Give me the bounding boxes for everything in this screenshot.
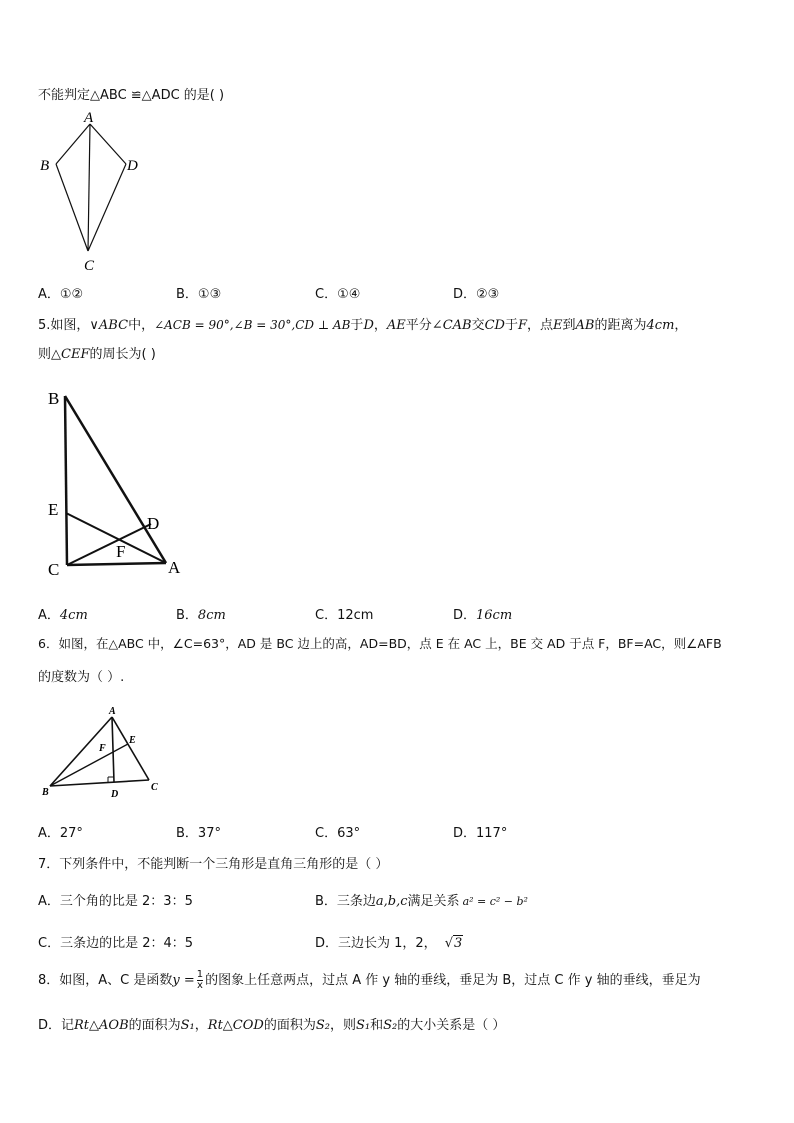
q6-line1: 6．如图，在△ABC 中，∠C=63°，AD 是 BC 边上的高，AD=BD，点 E 在 AC 上，BE 交 AD 于点 F，BF=AC，则∠AFB — [38, 636, 722, 651]
kite-figure — [30, 108, 150, 278]
q4-option-c: C．①④ — [315, 287, 361, 302]
altitude-triangle-figure — [36, 700, 176, 805]
tri6-label-e: E — [129, 735, 136, 746]
fraction-1-over-x: $\frac{1}{x}$ — [196, 969, 204, 991]
q6-line2: 的度数为（ ）. — [38, 670, 125, 685]
q7-option-a: A．三个角的比是 2：3：5 — [38, 894, 193, 909]
q5-option-d: D．16cm — [453, 608, 513, 623]
tri6-label-f: F — [99, 743, 106, 754]
q7-stem: 7．下列条件中，不能判断一个三角形是直角三角形的是（ ） — [38, 857, 389, 872]
tri5-label-a: A — [168, 558, 181, 577]
q5-option-a: A．4cm — [38, 608, 88, 623]
tri6-label-a: A — [109, 706, 116, 717]
q8-line1: 8．如图，A、C 是函数y = $\frac{1}{x}$ 的图象上任意两点，过点 A 作 y 轴的垂线，垂足为 B，过点 C 作 y 轴的垂线，垂足为 — [38, 969, 701, 991]
q8-line2: D．记Rt△AOB的面积为S₁，Rt△COD的面积为S₂，则S₁和S₂的大小关系是（ ） — [38, 1018, 506, 1033]
q5-option-b: B．8cm — [176, 608, 226, 623]
kite-label-c: C — [84, 258, 95, 274]
kite-label-b: B — [40, 158, 50, 174]
q5-option-c: C．12cm — [315, 608, 374, 623]
tri5-label-f: F — [116, 542, 126, 561]
q7-option-c: C．三条边的比是 2：4：5 — [38, 936, 194, 951]
tri5-label-e: E — [48, 500, 59, 519]
tri5-label-c: C — [48, 560, 60, 579]
q4-option-d: D．②③ — [453, 287, 500, 302]
q6-option-b: B．37° — [176, 826, 221, 841]
right-triangle-figure — [40, 382, 210, 582]
tri5-label-d: D — [147, 514, 160, 533]
kite-label-d: D — [127, 158, 138, 174]
q4-stem: 不能判定△ABC ≌△ADC 的是( ) — [38, 88, 225, 103]
q4-option-a: A．①② — [38, 287, 84, 302]
q5-line2: 则△CEF的周长为( ) — [38, 347, 156, 362]
q6-option-d: D．117° — [453, 826, 508, 841]
tri5-label-b: B — [48, 389, 60, 408]
tri6-label-c: C — [151, 782, 158, 793]
tri6-label-d: D — [111, 789, 119, 800]
kite-label-a: A — [84, 110, 94, 126]
q6-option-c: C．63° — [315, 826, 361, 841]
q5-line1: 5.如图，∨ABC中，∠ACB = 90°,∠B = 30°,CD ⊥ AB于D，AE平分∠CAB交CD于F，点E到AB的距离为4cm， — [38, 318, 688, 333]
q6-option-a: A．27° — [38, 826, 83, 841]
q7-option-d: D．三边长为 1，2， √3 — [315, 936, 463, 951]
q4-option-b: B．①③ — [176, 287, 222, 302]
q7-option-b: B．三条边a,b,c满足关系 a² = c² − b² — [315, 894, 528, 909]
tri6-label-b: B — [42, 787, 49, 798]
